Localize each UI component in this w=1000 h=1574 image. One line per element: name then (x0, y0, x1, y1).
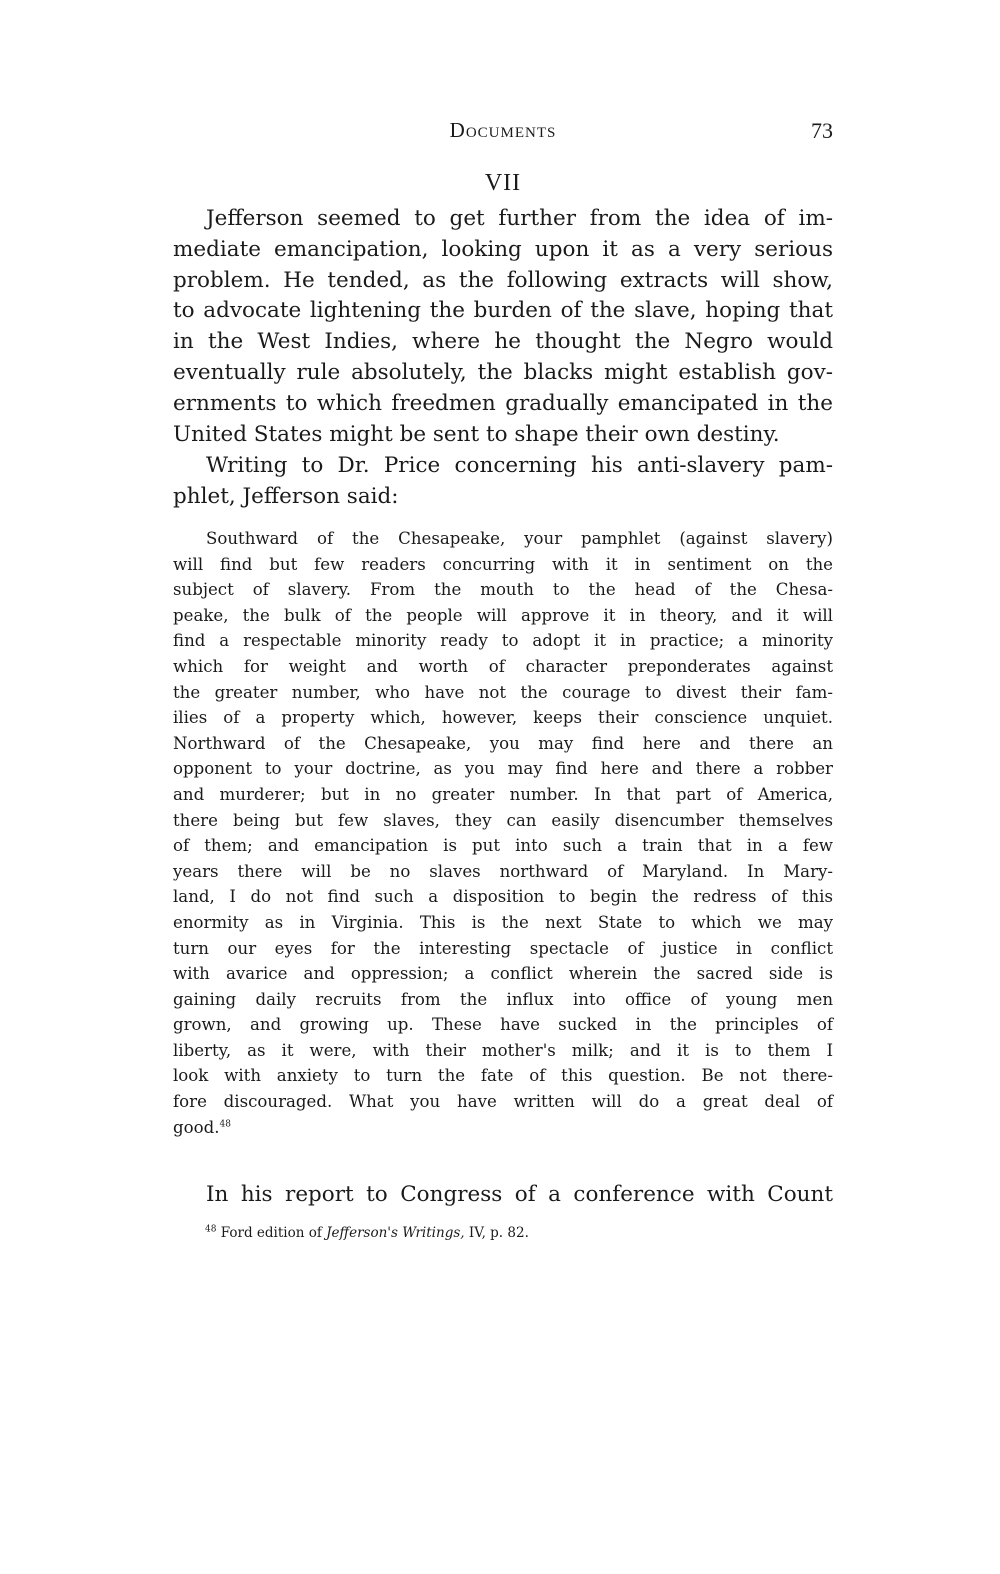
extract-line: liberty, as it were, with their mother's milk; and it is to them I (173, 1040, 833, 1060)
page-number: 73 (811, 118, 833, 143)
footnote-reference[interactable]: 48 (219, 1119, 231, 1130)
extract-line: look with anxiety to turn the fate of this question. Be not there- (173, 1066, 833, 1086)
block-quote-extract (173, 526, 833, 1140)
extract-line: turn our eyes for the interesting spectacle of justice in conflict (173, 938, 833, 958)
footnote-prefix: Ford edition of (220, 1225, 322, 1241)
paragraph-1-line: eventually rule absolutely, the blacks might establish gov- (173, 359, 833, 385)
extract-line: and murderer; but in no greater number. In that part of America, (173, 784, 833, 804)
extract-line: Southward of the Chesapeake, your pamphlet (against slavery) (206, 529, 833, 548)
paragraph-1 (173, 204, 833, 450)
paragraph-2-line: phlet, Jefferson said: (173, 483, 399, 509)
footnote (205, 1224, 529, 1242)
paragraph-1-line: in the West Indies, where he thought the Negro would (173, 329, 833, 355)
paragraph-1-line: ernments to which freedmen gradually emancipated in the (173, 390, 833, 416)
footnote-work-title: Jefferson's Writings, (326, 1225, 465, 1241)
extract-line: the greater number, who have not the courage to divest their fam- (173, 682, 833, 702)
paragraph-1-line: United States might be sent to shape their own destiny. (173, 421, 780, 447)
paragraph-3-line: In his report to Congress of a conference with Count (206, 1182, 833, 1207)
extract-line: will find but few readers concurring with it in sentiment on the (173, 554, 833, 574)
extract-line: Northward of the Chesapeake, you may find here and there an (173, 733, 833, 753)
paragraph-3 (173, 1180, 833, 1211)
section-numeral: VII (484, 170, 522, 196)
running-title: Documents (449, 118, 557, 142)
extract-last-line (173, 1115, 833, 1141)
extract-line: gaining daily recruits from the influx into office of young men (173, 989, 833, 1009)
footnote-suffix: IV, p. 82. (468, 1225, 529, 1241)
extract-line: land, I do not find such a disposition to begin the redress of this (173, 887, 833, 907)
extract-line: fore discouraged. What you have written will do a great deal of (173, 1092, 833, 1112)
extract-line: enormity as in Virginia. This is the next State to which we may (173, 912, 833, 932)
extract-line: opponent to your doctrine, as you may find here and there a robber (173, 759, 833, 779)
extract-line: find a respectable minority ready to adopt it in practice; a minority (173, 631, 833, 651)
extract-line: years there will be no slaves northward of Maryland. In Mary- (173, 861, 833, 881)
extract-line: with avarice and oppression; a conflict wherein the sacred side is (173, 964, 833, 984)
footnote-marker: 48 (205, 1224, 217, 1235)
extract-line: ilies of a property which, however, keeps their conscience unquiet. (173, 708, 833, 728)
extract-line: subject of slavery. From the mouth to the head of the Chesa- (173, 580, 833, 600)
extract-line: there being but few slaves, they can easily disencumber themselves (173, 810, 833, 830)
paragraph-1-line: to advocate lightening the burden of the slave, hoping that (173, 298, 833, 324)
paragraph-2 (173, 451, 833, 513)
running-head (173, 118, 833, 150)
extract-line: peake, the bulk of the people will approve it in theory, and it will (173, 605, 833, 625)
paragraph-1-line: Jefferson seemed to get further from the idea of im- (206, 206, 833, 231)
extract-line: grown, and growing up. These have sucked in the principles of (173, 1015, 833, 1035)
extract-last-text: good. (173, 1117, 220, 1137)
paragraph-1-line: problem. He tended, as the following extracts will show, (173, 267, 833, 293)
extract-line: which for weight and worth of character preponderates against (173, 656, 833, 676)
paragraph-2-line: Writing to Dr. Price concerning his anti-slavery pam- (206, 453, 833, 478)
paragraph-1-line: mediate emancipation, looking upon it as a very serious (173, 236, 833, 262)
extract-line: of them; and emancipation is put into such a train that in a few (173, 836, 833, 856)
